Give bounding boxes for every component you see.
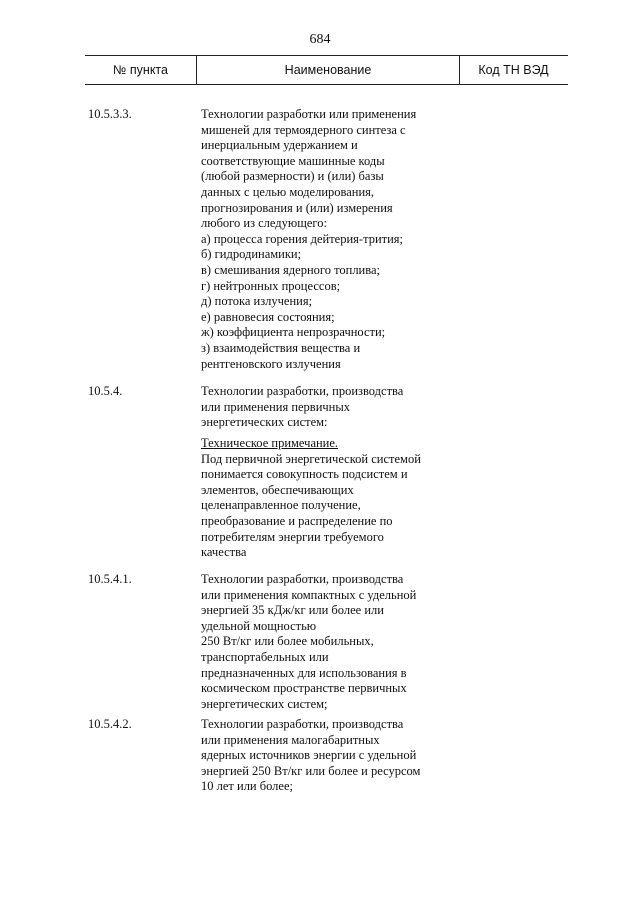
entry-line: ж) коэффициента непрозрачности;: [201, 325, 386, 340]
entry-line: Технологии разработки, производства: [201, 717, 404, 731]
entry-line: ядерных источников энергии с удельной: [201, 748, 417, 763]
entry-line: 250 Вт/кг или более мобильных,: [201, 634, 374, 649]
entry-line: энергетических систем;: [201, 696, 328, 711]
note-line: качества: [201, 545, 247, 560]
entry-line: б) гидродинамики;: [201, 247, 302, 262]
note-line: понимается совокупность подсистем и: [201, 467, 408, 482]
entry-description: [201, 572, 451, 712]
table-header: [85, 55, 568, 85]
note-line: элементов, обеспечивающих: [201, 482, 354, 497]
entry-number: 10.5.4.: [88, 384, 123, 398]
page-number: 684: [309, 32, 331, 47]
entry-line: космическом пространстве первичных: [201, 681, 407, 696]
header-item-number: № пункта: [113, 63, 168, 77]
header-tn-ved-code: Код ТН ВЭД: [478, 63, 549, 77]
entry-number: 10.5.4.1.: [88, 572, 132, 586]
entry-line: (любой размерности) и (или) базы: [201, 169, 384, 184]
technical-note-heading: Техническое примечание.: [201, 436, 339, 450]
entry-line: рентгеновского излучения: [201, 356, 341, 371]
entry-line: транспортабельных или: [201, 649, 329, 664]
entry-line: или применения компактных с удельной: [201, 587, 417, 602]
entry-description: [201, 107, 451, 372]
note-line: потребителям энергии требуемого: [201, 529, 384, 544]
entry-line: д) потока излучения;: [201, 294, 313, 309]
entry-line: а) процесса горения дейтерия-трития;: [201, 231, 404, 246]
entry-line: удельной мощностью: [201, 618, 317, 633]
note-line: Под первичной энергетической системой: [201, 451, 421, 466]
entry-line: прогнозирования и (или) измерения: [201, 200, 393, 215]
note-line: целенаправленное получение,: [201, 498, 361, 513]
entry-line: мишеней для термоядерного синтеза с: [201, 122, 406, 137]
entry-line: данных с целью моделирования,: [201, 184, 375, 199]
entry-line: г) нейтронных процессов;: [201, 278, 341, 293]
entry-line: энергией 250 Вт/кг или более и ресурсом: [201, 763, 421, 778]
technical-note-text: [201, 436, 451, 561]
entry-line: в) смешивания ядерного топлива;: [201, 262, 381, 277]
entry-line: инерциальным удержанием и: [201, 138, 358, 153]
entry-number: 10.5.3.3.: [88, 107, 132, 121]
note-line: преобразование и распределение по: [201, 513, 393, 528]
entry-line: з) взаимодействия вещества и: [201, 340, 361, 355]
entry-line: энергией 35 кДж/кг или более или: [201, 603, 384, 618]
entry-line: энергетических систем:: [201, 415, 328, 430]
entry-number: 10.5.4.2.: [88, 717, 132, 731]
entry-line: или применения первичных: [201, 399, 351, 414]
entry-line: или применения малогабаритных: [201, 732, 380, 747]
entry-description: [201, 717, 451, 795]
entry-line: Технологии разработки, производства: [201, 572, 404, 586]
entry-line: Технологии разработки, производства: [201, 384, 404, 398]
entry-line: Технологии разработки или применения: [201, 107, 417, 121]
entry-line: предназначенных для использования в: [201, 665, 407, 680]
entry-line: любого из следующего:: [201, 216, 327, 231]
header-name: Наименование: [196, 56, 460, 84]
entry-line: 10 лет или более;: [201, 779, 293, 794]
entry-description: [201, 384, 451, 431]
entry-line: соответствующие машинные коды: [201, 153, 385, 168]
entry-line: е) равновесия состояния;: [201, 309, 335, 324]
